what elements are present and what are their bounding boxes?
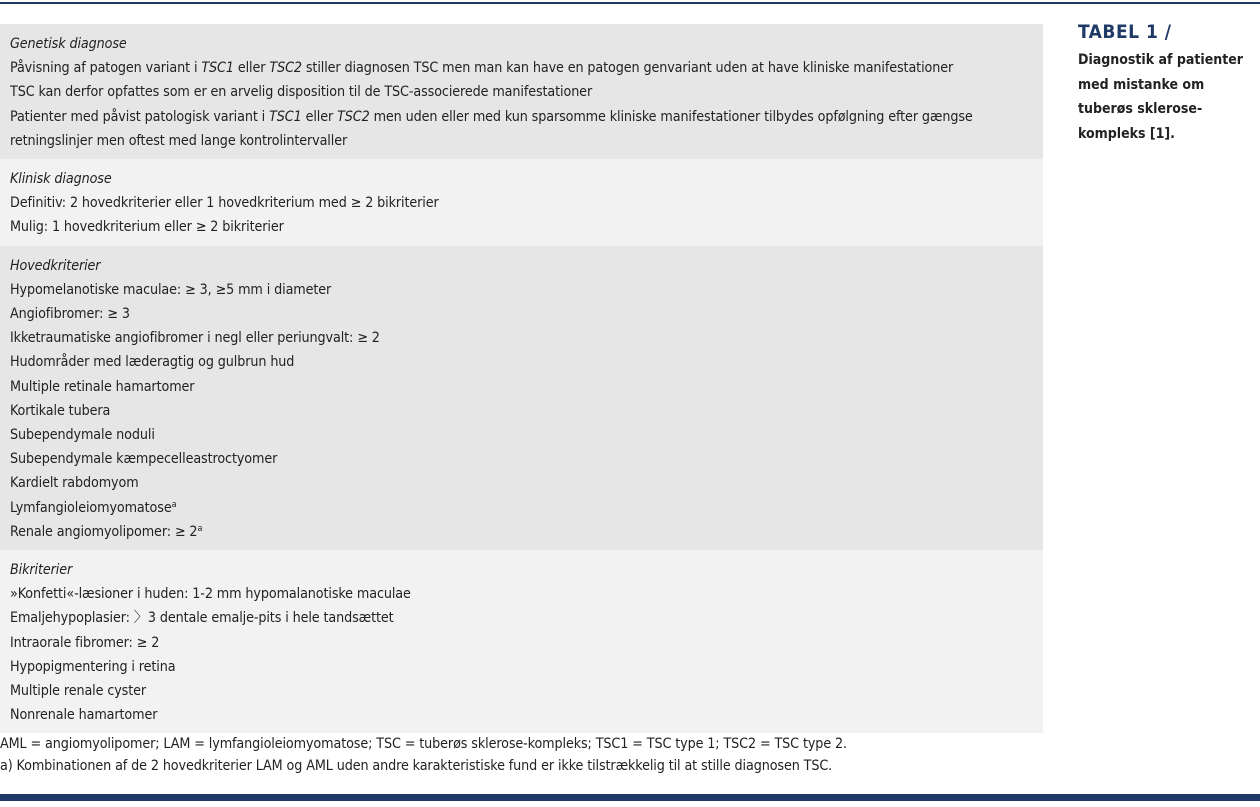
caption-line: tuberøs sklerose- [1078, 101, 1203, 117]
table-caption-sidebar [1078, 18, 1258, 146]
gene-tsc2: TSC2 [269, 60, 302, 77]
text: eller [301, 108, 338, 125]
gene-tsc1: TSC1 [201, 60, 234, 77]
minor-criterion: »Konfetti«-læsioner i huden: 1-2 mm hypomalanotiske maculae [10, 586, 411, 603]
major-criterion: Angiofibromer: ≥ 3 [10, 306, 130, 323]
top-rule [0, 2, 1260, 4]
minor-criterion: Nonrenale hamartomer [10, 707, 158, 724]
genetic-line-3 [10, 105, 1033, 153]
table-caption [1078, 48, 1258, 146]
major-criterion: Multiple retinale hamartomer [10, 378, 195, 395]
text: Påvisning af patogen variant i [10, 60, 202, 77]
major-criterion: Kortikale tubera [10, 402, 111, 419]
minor-criterion: Hypopigmentering i retina [10, 658, 176, 675]
text: Patienter med påvist patologisk variant i [10, 108, 270, 125]
clinical-line: Definitiv: 2 hovedkriterier eller 1 hovedkriterium med ≥ 2 bikriterier [10, 195, 439, 212]
gene-tsc1: TSC1 [269, 108, 302, 125]
clinical-diagnosis-section [0, 159, 1043, 246]
footnote-marker: a [171, 499, 177, 510]
minor-criterion: Multiple renale cyster [10, 683, 147, 700]
minor-criterion: Emaljehypoplasier: 〉3 dentale emalje-pits i hele tandsættet [10, 610, 394, 627]
footnote-a: a) Kombinationen af de 2 hovedkriterier LAM og AML uden andre karakteristiske fund er ikke tilstrækkelig til at stille diagnosen TSC. [0, 758, 833, 774]
caption-line: kompleks [1]. [1078, 125, 1175, 142]
section-title-major: Hovedkriterier [10, 257, 101, 274]
table-heading: TABEL 1 / [1078, 21, 1172, 43]
table-footnotes [0, 733, 1043, 777]
abbreviations-footnote: AML = angiomyolipomer; LAM = lymfangioleiomyomatose; TSC = tuberøs sklerose-kompleks; TSC1 = TSC type 1; TSC2 = TSC type 2. [0, 736, 847, 752]
gene-tsc2: TSC2 [337, 108, 370, 125]
major-criterion: Hypomelanotiske maculae: ≥ 3, ≥5 mm i diameter [10, 281, 332, 298]
text: men uden eller med kun sparsomme kliniske manifestationer tilbydes opfølgning efter gængse retningslinjer men oftest med lange kontrolintervaller [10, 108, 973, 149]
clinical-line: Mulig: 1 hovedkriterium eller ≥ 2 bikriterier [10, 219, 284, 236]
section-title-clinical: Klinisk diagnose [10, 171, 112, 188]
genetic-diagnosis-section [0, 24, 1043, 159]
major-criterion: Hudområder med læderagtig og gulbrun hud [10, 354, 295, 371]
major-criteria-section [0, 246, 1043, 550]
text: Lymfangioleiomyomatose [10, 499, 172, 516]
genetic-line-1 [10, 56, 1033, 80]
footnote-marker: a [197, 523, 203, 534]
major-criterion: Kardielt rabdomyom [10, 475, 139, 492]
minor-criterion: Intraorale fibromer: ≥ 2 [10, 634, 160, 651]
section-title-minor: Bikriterier [10, 562, 73, 579]
text: stiller diagnosen TSC men man kan have en patogen genvariant uden at have kliniske manifestationer [301, 60, 954, 77]
text: Renale angiomyolipomer: ≥ 2 [10, 523, 198, 540]
bottom-rule [0, 794, 1260, 801]
major-criterion: Subependymale noduli [10, 427, 155, 444]
diagnostic-table [0, 24, 1043, 733]
major-criterion-lam [10, 496, 1033, 520]
section-title-genetic: Genetisk diagnose [10, 36, 127, 52]
caption-line: med mistanke om [1078, 76, 1205, 93]
major-criterion-aml [10, 520, 1033, 544]
genetic-line-2: TSC kan derfor opfattes som er en arvelig disposition til de TSC-associerede manifestationer [10, 84, 593, 101]
caption-line: Diagnostik af patienter [1078, 52, 1243, 68]
minor-criteria-section [0, 550, 1043, 733]
text: eller [233, 60, 270, 77]
major-criterion: Subependymale kæmpecelleastroctyomer [10, 451, 278, 468]
major-criterion: Ikketraumatiske angiofibromer i negl eller periungvalt: ≥ 2 [10, 330, 380, 347]
